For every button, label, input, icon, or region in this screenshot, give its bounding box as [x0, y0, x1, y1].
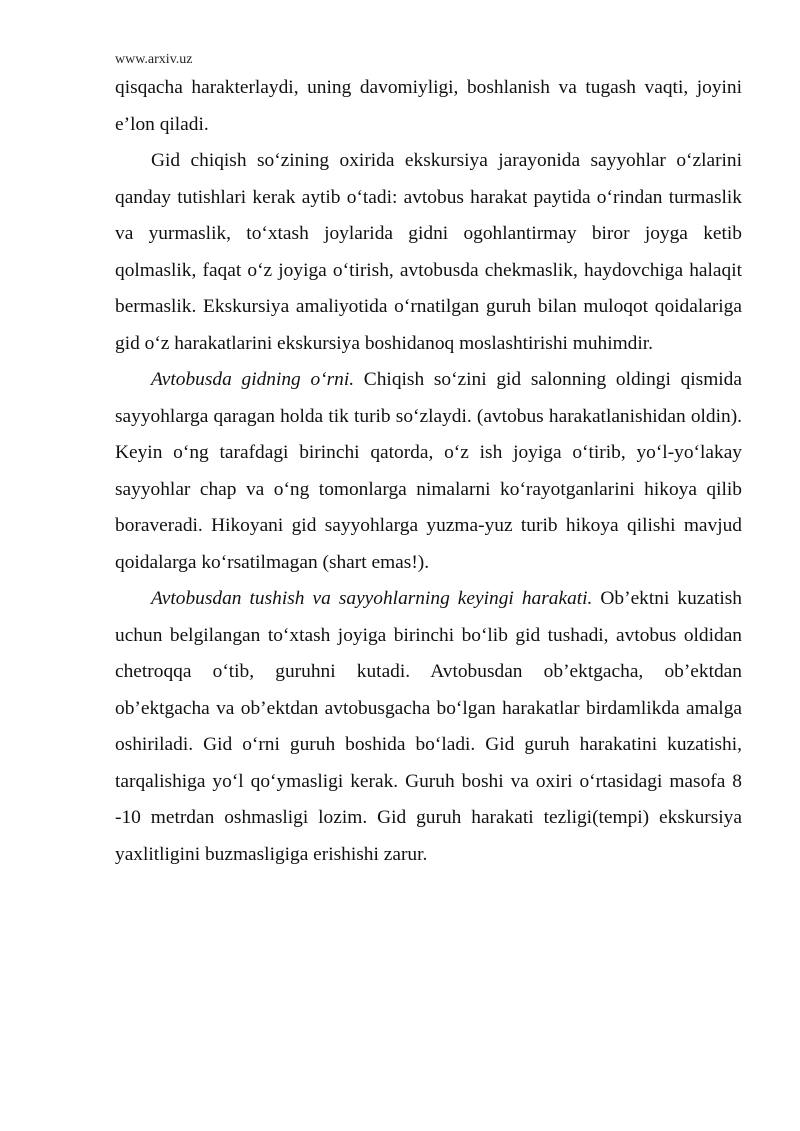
paragraph-4: [115, 581, 742, 873]
site-header: www.arxiv.uz: [115, 52, 193, 67]
paragraph-4-body: Ob’ektni kuzatish uchun belgilangan to‘xtash joyiga birinchi bo‘lib gid tushadi, avtobus oldidan chetroqqa o‘tib, guruhni kutadi. Avtobusdan ob’ektgacha, ob’ektdan ob’ektgacha va ob’ektdan avtobusgacha bo‘lgan harakatlar birdamlikda amalga oshiriladi. Gid o‘rni guruh boshida bo‘ladi. Gid guruh harakatini kuzatishi, tarqalishiga yo‘l qo‘ymasligi kerak. Guruh boshi va oxiri o‘rtasidagi masofa 8 -10 metrdan oshmasligi lozim. Gid guruh harakati tezligi(tempi) ekskursiya yaxlitligini buzmasligiga erishishi zarur.: [115, 588, 742, 865]
paragraph-1: qisqacha harakterlaydi, uning davomiyligi, boshlanish va tugash vaqti, joyini e’lon qiladi.: [115, 77, 742, 135]
paragraph-4-title: Avtobusdan tushish va sayyohlarning keyingi harakati.: [151, 588, 593, 609]
paragraph-3: [115, 362, 742, 581]
document-body: [115, 70, 742, 873]
paragraph-3-title: Avtobusda gidning o‘rni.: [151, 369, 355, 390]
paragraph-3-body: Chiqish so‘zini gid salonning oldingi qismida sayyohlarga qaragan holda tik turib so‘zlaydi. (avtobus harakatlanishidan oldin). Keyin o‘ng tarafdagi birinchi qatorda, o‘z ish joyiga o‘tirib, yo‘l-yo‘lakay sayyohlar chap va o‘ng tomonlarga nimalarni ko‘rayotganlarini hikoya qilib boraveradi. Hikoyani gid sayyohlarga yuzma-yuz turib hikoya qilishi mavjud qoidalarga ko‘rsatilmagan (shart emas!).: [115, 369, 742, 573]
paragraph-2: Gid chiqish so‘zining oxirida ekskursiya jarayonida sayyohlar o‘zlarini qanday tutishlari kerak aytib o‘tadi: avtobus harakat paytida o‘rindan turmaslik va yurmaslik, to‘xtash joylarida gidni ogohlantirmay biror joyga ketib qolmaslik, faqat o‘z joyiga o‘tirish, avtobusda chekmaslik, haydovchiga halaqit bermaslik. Ekskursiya amaliyotida o‘rnatilgan guruh bilan muloqot qoidalariga gid o‘z harakatlarini ekskursiya boshidanoq moslashtirishi muhimdir.: [115, 150, 742, 354]
